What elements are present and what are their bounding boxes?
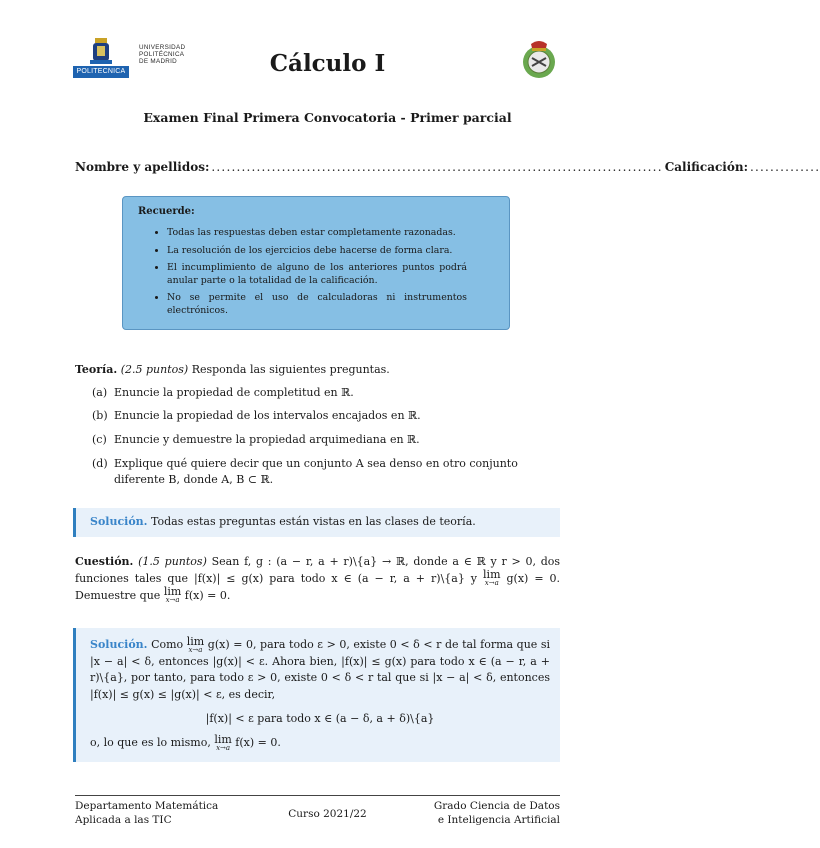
question-item-d	[92, 456, 560, 486]
teoria-heading: Teoría.	[75, 363, 118, 376]
footer-course: Curso 2021/22	[288, 808, 367, 820]
question-text: Enuncie la propiedad de los intervalos encajados en ℝ.	[114, 409, 421, 422]
teoria-points: (2.5 puntos)	[120, 363, 189, 376]
reminder-item: • El incumplimiento de alguno de los anteriores puntos podrá anular parte o la totalidad de la calificación.	[167, 262, 467, 287]
reminder-item: • Todas las respuestas deben estar completamente razonadas.	[167, 227, 467, 240]
cuestion-heading: Cuestión.	[75, 555, 134, 568]
cuestion-text-b: g(x) = 0. Demuestre que	[75, 572, 561, 602]
limit-symbol: lim x→a	[163, 585, 182, 604]
solution-text-4: f(x) = 0.	[235, 735, 281, 749]
question-text: Enuncie y demuestre la propiedad arquimediana en ℝ.	[114, 433, 420, 446]
question-item-b	[92, 408, 560, 424]
limit-symbol: lim x→a	[186, 635, 205, 654]
reminder-item: • La resolución de los ejercicios debe hacerse de forma clara.	[167, 245, 467, 258]
question-label: (a)	[92, 386, 108, 399]
cuestion-text-a: Sean f, g : (a − r, a + r)\{a} → ℝ, donde a ∈ ℝ y r > 0, dos funciones tales que |f(x)| ≤ g(x) para todo x ∈ (a − r, a + r)\{a} y	[75, 555, 561, 585]
solution-equation: |f(x)| < ε para todo x ∈ (a − δ, a + δ)\{a}	[205, 712, 435, 725]
question-label: (d)	[92, 457, 108, 470]
solution-text: Todas estas preguntas están vistas en las clases de teoría.	[151, 515, 476, 528]
logo-box: POLITECNICA	[73, 66, 129, 78]
name-field[interactable]: ..........................................................................................	[211, 160, 663, 174]
name-label: Nombre y apellidos:	[75, 160, 210, 174]
solution-label: Solución.	[90, 638, 148, 651]
page-title: Cálculo I	[269, 50, 386, 77]
cuestion-points: (1.5 puntos)	[138, 555, 207, 568]
footer-department: Departamento Matemática Aplicada a las TIC	[75, 800, 219, 826]
grade-label: Calificación:	[664, 160, 748, 174]
cuestion-text-c: f(x) = 0.	[184, 589, 231, 602]
reminder-box	[122, 196, 510, 330]
question-item-c	[92, 432, 560, 448]
teoria-intro: Responda las siguientes preguntas.	[191, 363, 390, 376]
reminder-list	[147, 227, 467, 322]
teoria-heading-line	[75, 361, 560, 378]
exam-subtitle: Examen Final Primera Convocatoria - Primer parcial	[143, 110, 512, 125]
reminder-item: • No se permite el uso de calculadoras ni instrumentos electrónicos.	[167, 292, 467, 317]
name-grade-line	[75, 160, 820, 174]
reminder-heading: Recuerde:	[138, 206, 195, 217]
solution-text-2: g(x) = 0, para todo ε > 0, existe 0 < δ < r de tal forma que si |x − a| < δ, entonces |g(x)| < ε. Ahora bien, |f(x)| ≤ g(x) para todo x ∈ (a − r, a + r)\{a}, por tanto, para todo ε > 0, existe 0 < δ < r tal que si |x − a| < δ, entonces |f(x)| ≤ g(x) ≤ |g(x)| < ε, es decir,	[90, 638, 551, 701]
solution-box-1	[73, 508, 560, 537]
solution-text-3: o, lo que es lo mismo,	[90, 735, 211, 749]
cuestion-block	[75, 553, 560, 604]
university-seal-icon	[519, 38, 559, 80]
question-text: Explique qué quiere decir que un conjunto A sea denso en otro conjunto diferente B, donde A, B ⊂ ℝ.	[114, 457, 518, 486]
solution-text-1: Como	[151, 638, 184, 651]
question-item-a	[92, 385, 560, 401]
question-label: (c)	[92, 433, 107, 446]
footer-degree: Grado Ciencia de Datos e Inteligencia Artificial	[433, 800, 560, 826]
question-text: Enuncie la propiedad de completitud en ℝ.	[114, 386, 354, 399]
limit-symbol: lim x→a	[483, 568, 501, 587]
solution-box-2	[73, 628, 560, 762]
logo-text: UNIVERSIDAD POLITÉCNICA DE MADRID	[139, 44, 186, 65]
solution-label: Solución.	[90, 515, 148, 528]
limit-symbol: lim x→a	[214, 732, 232, 752]
grade-field[interactable]: ..............	[750, 160, 820, 174]
footer-divider	[75, 795, 560, 796]
question-label: (b)	[92, 409, 108, 422]
